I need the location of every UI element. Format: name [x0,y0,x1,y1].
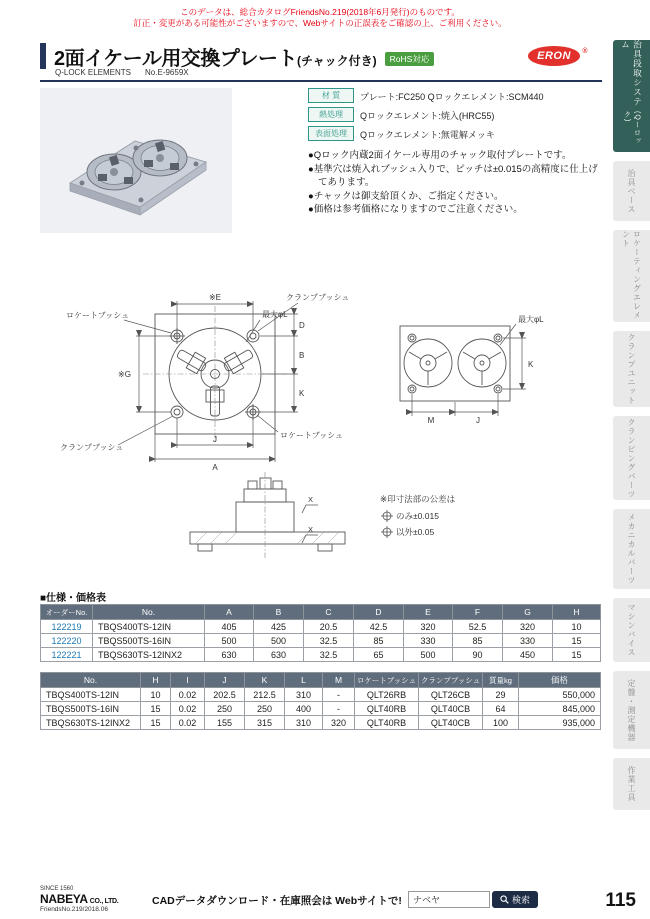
site-search [408,891,538,908]
price-cell: 935,000 [519,716,601,730]
spec-table-dimensions [40,604,601,662]
dim-cell: 15 [141,702,171,716]
tab-label: クランプユニット [627,333,636,405]
model-no-cell: TBQS500TS-16IN [41,702,141,716]
locate-bush-label: ロケートブッシュ [66,311,130,320]
product-illustration [40,88,232,233]
rohs-badge: RoHS対応 [385,52,435,66]
centerlines [143,306,287,444]
dim-label-j: J [476,416,480,425]
registered-mark: ® [582,48,588,55]
product-3d-drawing-svg [40,88,232,233]
surface-mark-labels [308,495,313,534]
feature-bullet: ●基準穴は焼入れブッシュ入りで、ピッチは±0.015の高精度に仕上げてあります。 [308,163,598,188]
dim-cell: 500 [205,634,254,648]
surface-marks [302,505,318,543]
dim-cell: 330 [503,634,553,648]
order-no-link[interactable]: 122221 [41,648,93,662]
page-footer [40,884,636,916]
dim-cell: 320 [503,620,553,634]
dim-cell: 310 [285,688,323,702]
correction-notice [40,7,600,29]
dim-cell: 10 [553,620,601,634]
eron-brand-logo [528,46,588,66]
table-header-row [41,673,601,688]
column-header: L [285,673,323,688]
page-title-suffix: (チャック付き) [297,54,377,68]
dim-cell: 32.5 [304,648,354,662]
surface-mark-x: X [308,495,314,504]
dim-label-a: A [212,463,218,472]
dim-cell: 400 [285,702,323,716]
price-cell: 550,000 [519,688,601,702]
search-input[interactable] [408,891,490,908]
dim-cell: 310 [285,716,323,730]
spec-row-material [308,88,600,103]
tab-label: 治具段取システム [620,40,643,107]
column-header: J [205,673,245,688]
bush-cell: QLT40CB [419,702,483,716]
mass-cell: 64 [483,702,519,716]
max-dia-label: 最大φL [518,315,544,324]
dim-cell: 330 [404,634,453,648]
search-button[interactable] [492,891,538,908]
bush-cell: QLT40RB [355,716,419,730]
spec-value: Qロックエレメント:焼入(HRC55) [360,111,495,121]
spec-label: 材 質 [308,88,354,103]
sidebar-tab-clamping-parts[interactable] [613,416,650,500]
column-header: H [141,673,171,688]
table-row [41,716,601,730]
spec-label: 熱処理 [308,107,354,122]
table-row [41,702,601,716]
notice-line-2: 訂正・変更がある可能性がございますので、Webサイトの正誤表をご確認の上、ご利用ください。 [133,18,507,28]
dim-cell: 630 [205,648,254,662]
sidebar-tab-mechanical-parts[interactable] [613,509,650,589]
side-view [190,478,345,551]
dim-label-e: ※E [208,293,222,302]
order-no-link[interactable]: 122220 [41,634,93,648]
column-header: E [404,605,453,620]
company-block [40,886,118,913]
tab-label: クランピングパーツ [627,417,636,499]
column-header: K [245,673,285,688]
sidebar-tab-surface-plate[interactable] [613,671,650,749]
tab-label: メカニカルパーツ [627,513,636,585]
spec-value: Qロックエレメント:無電解メッキ [360,130,495,140]
dim-cell: 32.5 [304,634,354,648]
spec-row-surface-treatment [308,126,600,141]
column-header: No. [41,673,141,688]
dim-cell: 425 [254,620,304,634]
column-header: M [323,673,355,688]
model-no-cell: TBQS400TS-12IN [93,620,205,634]
model-no-cell: TBQS630TS-12INX2 [93,648,205,662]
dim-cell: 250 [205,702,245,716]
table-row [41,620,601,634]
title-accent-bar [40,43,46,69]
company-name: NABEYA [40,892,88,906]
dim-label-d: D [299,321,305,330]
dim-label-b: B [299,351,305,360]
dim-cell: 15 [141,716,171,730]
dim-label-j: J [213,435,217,444]
column-header: A [205,605,254,620]
hatching [195,532,339,544]
dim-cell: 65 [354,648,404,662]
dim-cell: 85 [453,634,503,648]
tab-label: ロケーティングエレメント [621,230,642,320]
sidebar-tab-q-lock-system[interactable] [613,40,650,152]
catalog-number: No.E-9659X [145,68,189,77]
dimension-lines [118,301,298,462]
category-tab-sidebar [613,40,650,810]
dim-cell: 0.02 [171,702,205,716]
page-header [40,42,602,82]
dim-cell: 500 [254,634,304,648]
column-header: H [553,605,601,620]
bush-cell: QLT40RB [355,702,419,716]
tab-label: マシンバイス [627,603,636,657]
feature-bullet: ●価格は参考価格になりますのでご注意ください。 [308,204,523,215]
tab-sublabel: (Qーロック) [623,111,641,145]
sidebar-tab-hand-tools[interactable] [613,758,650,810]
column-header: ロケートブッシュ [355,673,419,688]
dim-cell: - [323,702,355,716]
magnifier-icon [500,895,509,904]
mass-cell: 100 [483,716,519,730]
search-button-label: 検索 [512,895,531,905]
table-header-row [41,605,601,620]
column-header: G [503,605,553,620]
dim-cell: 155 [205,716,245,730]
twin-chuck-view [400,326,510,401]
dim-label-k: K [299,389,305,398]
tolerance-only: のみ±0.015 [396,511,439,521]
table-row [41,634,601,648]
order-no-link[interactable]: 122219 [41,620,93,634]
feature-bullets [308,149,600,217]
mass-cell: 29 [483,688,519,702]
column-header: D [354,605,404,620]
spec-row-heat-treatment [308,107,600,122]
surface-mark-x: X [308,525,314,534]
feature-bullet: ●Qロック内蔵2面イケール専用のチャック取付プレートです。 [308,150,572,161]
column-header: 質量kg [483,673,519,688]
series-name: Q-LOCK ELEMENTS [55,68,132,77]
tolerance-title: ※印寸法部の公差は [380,494,456,504]
clamp-bush-label: クランプブッシュ [60,443,124,452]
dim-cell: 0.02 [171,688,205,702]
tab-label: 作業工具 [627,766,636,802]
dim-cell: 250 [245,702,285,716]
dim-cell: 315 [245,716,285,730]
bush-cell: QLT26CB [419,688,483,702]
since-text: SINCE 1560 [40,886,74,892]
dim-cell: 15 [553,648,601,662]
page-title: 2面イケール用交換プレート [54,48,298,70]
cad-download-text: CADデータダウンロード・在庫照会は Webサイトで! [152,895,402,907]
dim-cell: 0.02 [171,716,205,730]
column-header: C [304,605,354,620]
dim-label-g: ※G [118,370,131,379]
model-no-cell: TBQS630TS-12INX2 [41,716,141,730]
tolerance-note [380,494,455,538]
table-row [41,688,601,702]
clamp-bush-label: クランプブッシュ [286,293,350,302]
company-logo-text [40,892,118,906]
dim-label-k: K [528,360,534,369]
bush-cell: QLT40CB [419,716,483,730]
column-header: I [171,673,205,688]
series-line [55,68,203,77]
dim-cell: 15 [553,634,601,648]
dimension-drawing-svg [40,286,600,578]
dim-cell: 10 [141,688,171,702]
spec-table-price [40,672,601,730]
catalog-edition: FriendsNo.219/2018.06 [40,906,108,913]
dim-cell: 450 [503,648,553,662]
price-cell: 845,000 [519,702,601,716]
company-suffix: CO., LTD. [89,898,119,905]
sidebar-tab-clamp-unit[interactable] [613,331,650,407]
dim-cell: 85 [354,634,404,648]
dim-cell: 20.5 [304,620,354,634]
bush-cell: QLT26RB [355,688,419,702]
column-header: オーダーNo. [41,605,93,620]
dim-label-m: M [427,416,435,425]
column-header: B [254,605,304,620]
dim-cell: 212.5 [245,688,285,702]
sidebar-tab-jig-base[interactable] [613,161,650,221]
dim-cell: 42.5 [354,620,404,634]
column-header: クランプブッシュ [419,673,483,688]
dimension-drawing [40,286,600,578]
spec-value: プレート:FC250 Qロックエレメント:SCM440 [360,92,544,102]
dim-cell: 52.5 [453,620,503,634]
feature-bullet: ●チャックは御支給頂くか、ご指定ください。 [308,190,504,202]
dim-cell: 630 [254,648,304,662]
table-row [41,648,601,662]
sidebar-tab-machine-vise[interactable] [613,598,650,662]
locate-bush-label: ロケートブッシュ [280,431,344,440]
tab-label: 定盤・測定機器 [627,678,636,742]
model-no-cell: TBQS400TS-12IN [41,688,141,702]
spec-price-section-title: ■仕様・価格表 [40,593,107,604]
dim-cell: 500 [404,648,453,662]
notice-line-1: このデータは、総合カタログFriendsNo.219(2018年6月発行)のものです。 [180,7,460,17]
tolerance-other: 以外±0.05 [396,527,435,537]
dim-cell: 320 [404,620,453,634]
column-header: F [453,605,503,620]
dim-cell: 320 [323,716,355,730]
dim-cell: 202.5 [205,688,245,702]
model-no-cell: TBQS500TS-16IN [93,634,205,648]
bush-symbol-icon [381,510,393,522]
material-spec-block [308,88,600,217]
brand-text: ERON [537,50,571,62]
column-header: No. [93,605,205,620]
tab-label: 治具ベース [627,168,636,214]
bush-symbol-icon [381,526,393,538]
dim-cell: - [323,688,355,702]
spec-label: 表面処理 [308,126,354,141]
max-dia-label: 最大φL [262,310,288,319]
dim-cell: 405 [205,620,254,634]
dim-cell: 90 [453,648,503,662]
column-header: 価格 [519,673,601,688]
twin-view-dimensions [412,324,526,416]
sidebar-tab-locating-element[interactable] [613,230,650,322]
page-number: 115 [605,890,636,911]
